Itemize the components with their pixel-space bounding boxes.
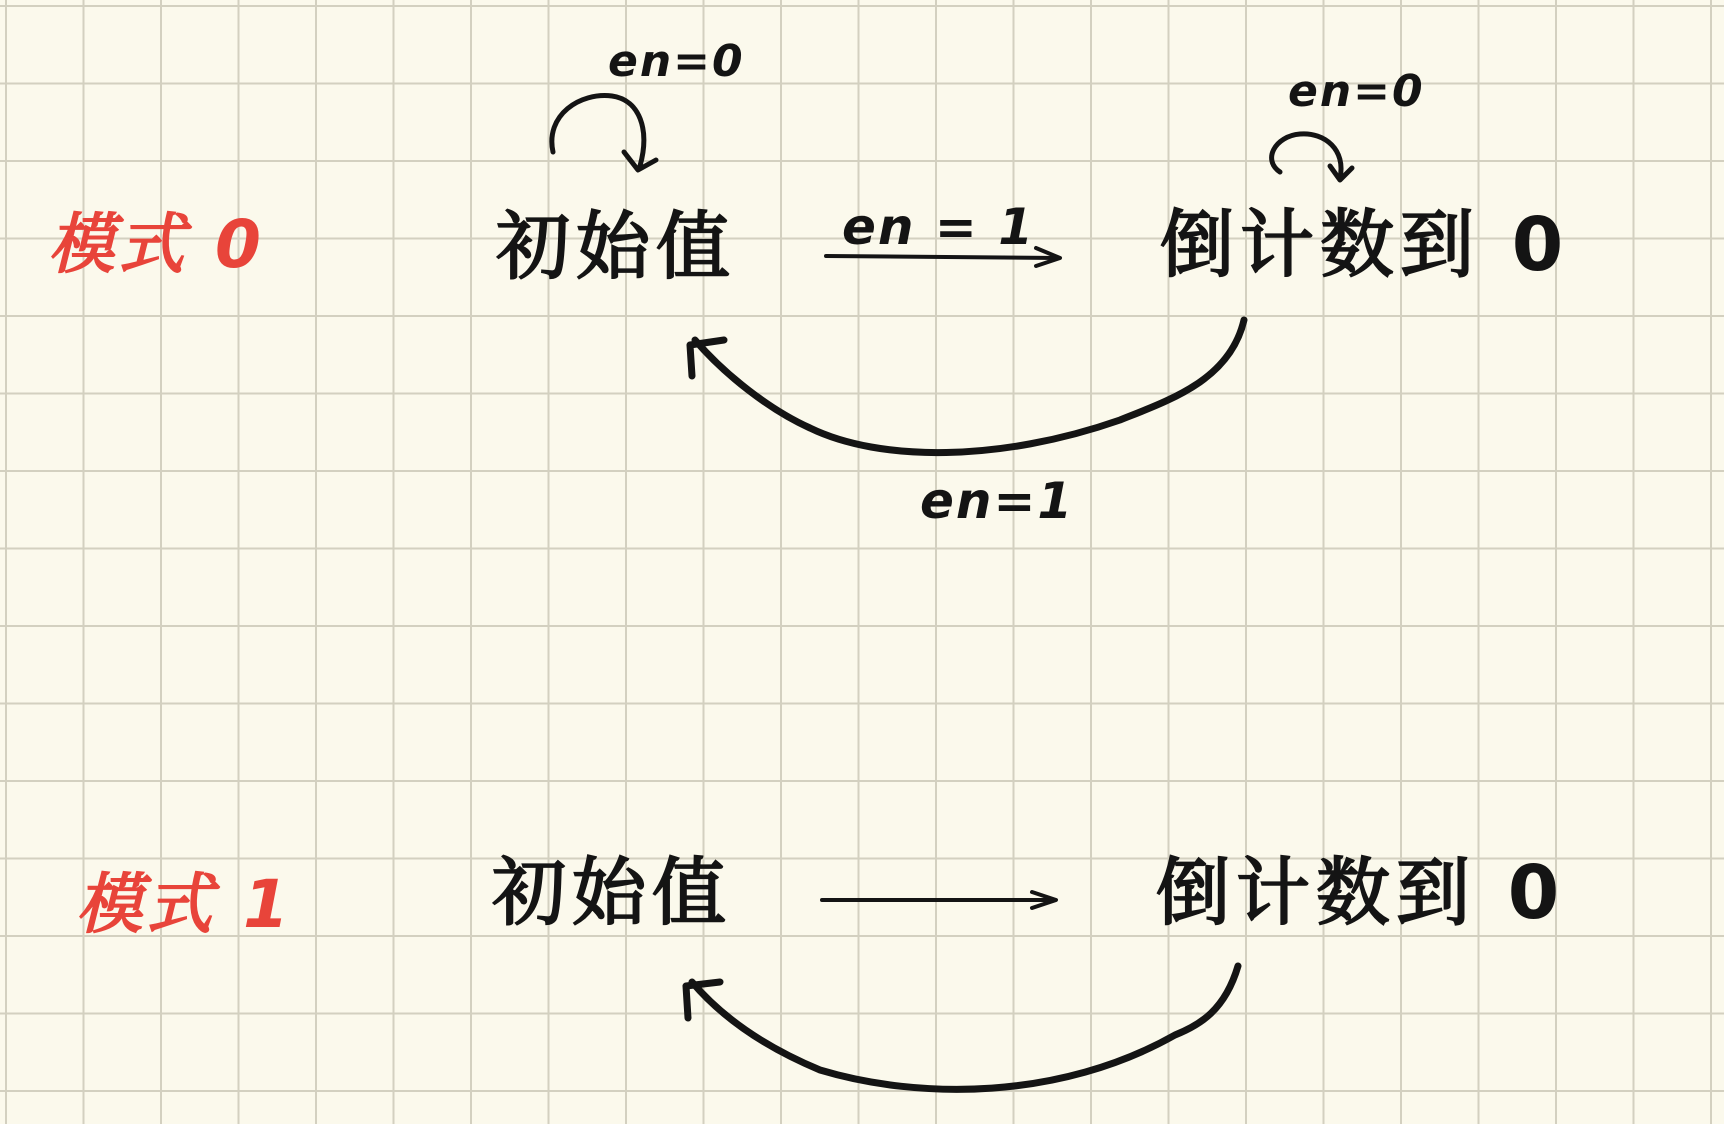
mode0-forward-arrow bbox=[826, 256, 1058, 258]
mode0-countdown-self-loop-arrow bbox=[1272, 134, 1341, 178]
mode0-countdown-loop-condition: en=0 bbox=[1288, 66, 1425, 117]
mode1-label: 模式 1 bbox=[76, 866, 293, 943]
mode1-countdown-state: 倒计数到 0 bbox=[1156, 850, 1566, 936]
mode0-label: 模式 0 bbox=[48, 206, 265, 283]
mode0-forward-condition: en = 1 bbox=[842, 198, 1036, 256]
mode0-initial-state: 初始值 bbox=[496, 204, 736, 290]
mode0-return-condition: en=1 bbox=[920, 472, 1075, 530]
mode0-initial-self-loop-arrow bbox=[552, 96, 644, 166]
mode0-countdown-state: 倒计数到 0 bbox=[1160, 202, 1570, 288]
mode0-return-arc bbox=[695, 320, 1244, 453]
mode1-return-arc bbox=[692, 966, 1238, 1089]
mode1-return-arrowhead bbox=[686, 982, 720, 1018]
mode1-initial-state: 初始值 bbox=[492, 850, 732, 936]
mode0-initial-loop-condition: en=0 bbox=[608, 36, 745, 87]
